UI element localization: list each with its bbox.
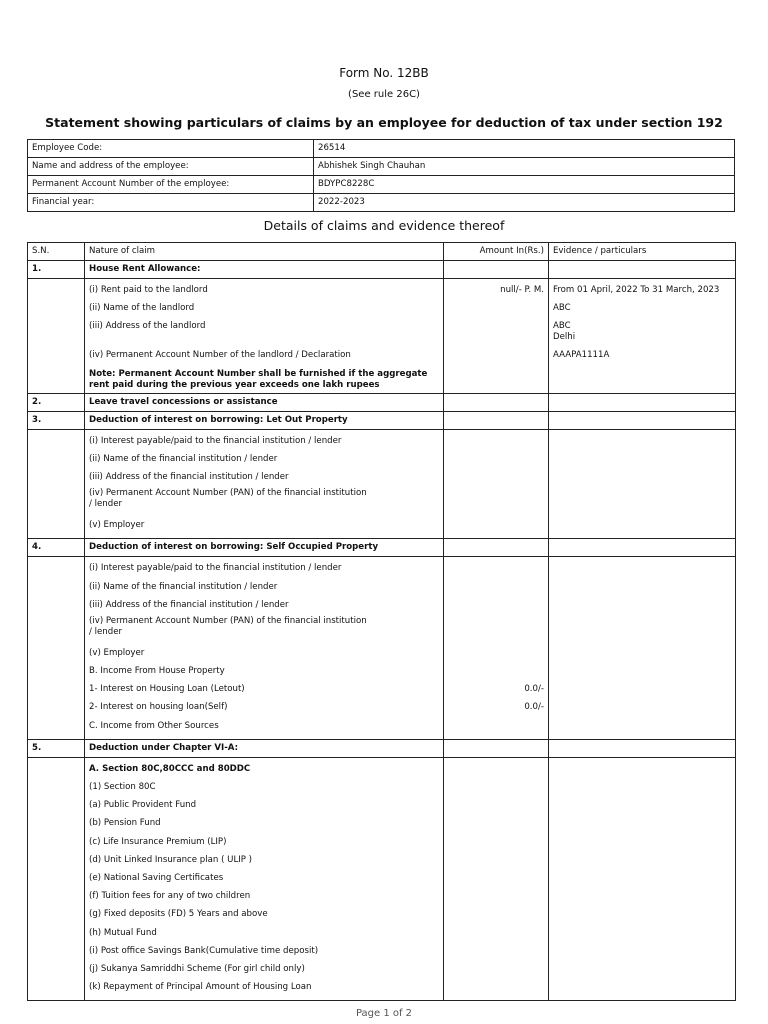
employee-pan-label: Permanent Account Number of the employee:	[28, 176, 314, 194]
section-4-amounts	[444, 557, 549, 740]
section-5-row	[28, 739, 736, 757]
list-item: 2- Interest on housing loan(Self)	[89, 702, 228, 713]
section-5-items	[85, 757, 444, 1000]
list-item: (v) Employer	[89, 520, 145, 531]
empty-line	[448, 616, 544, 646]
empty-cell	[28, 757, 85, 1000]
landlord-address: ABC Delhi	[553, 321, 576, 343]
list-item: (d) Unit Linked Insurance plan ( ULIP )	[89, 854, 253, 865]
form-title: Form No. 12BB	[339, 66, 429, 80]
list-item: (h) Mutual Fund	[89, 927, 157, 938]
empty-line	[448, 580, 544, 598]
section-4-row	[28, 539, 736, 557]
employee-code-value: 26514	[314, 140, 735, 158]
list-item: (iv) Permanent Account Number (PAN) of the financial institution / lender	[89, 615, 367, 637]
landlord-pan: AAAPA1111A	[553, 350, 610, 361]
section-3-row	[28, 411, 736, 429]
claims-header-row	[28, 243, 736, 261]
list-item: (i) Rent paid to the landlord	[89, 285, 208, 295]
empty-cell	[444, 393, 549, 411]
section-1-details	[28, 279, 736, 394]
list-item: C. Income from Other Sources	[89, 720, 219, 731]
empty-cell	[444, 539, 549, 557]
list-item: (iii) Address of the financial institution / lender	[89, 599, 289, 610]
empty-cell	[28, 429, 85, 539]
list-item: (1) Section 80C	[89, 782, 156, 792]
list-item: B. Income From House Property	[89, 666, 225, 677]
col-header-amount: Amount In(Rs.)	[444, 243, 549, 261]
section-1-evidence-cell	[549, 261, 736, 279]
list-item: (c) Life Insurance Premium (LIP)	[89, 836, 227, 847]
section-2-number: 2.	[28, 393, 85, 411]
list-item: (b) Pension Fund	[89, 818, 161, 829]
section-1-amounts	[444, 279, 549, 394]
section-1-items	[85, 279, 444, 394]
employee-code-row	[28, 140, 735, 158]
rent-amount: null/- P. M.	[500, 285, 544, 295]
list-item: (ii) Name of the financial institution / lender	[89, 581, 278, 592]
claims-table	[27, 242, 736, 1001]
empty-cell	[549, 757, 736, 1000]
page-number: Page 1 of 2	[355, 1008, 413, 1019]
empty-cell	[444, 739, 549, 757]
list-item: (ii) Name of the landlord	[89, 303, 195, 314]
list-item: (e) National Saving Certificates	[89, 872, 224, 883]
section-4-number: 4.	[28, 539, 85, 557]
list-item: (v) Employer	[89, 647, 145, 658]
empty-cell	[28, 557, 85, 740]
financial-year-row	[28, 194, 735, 212]
section-3-items	[85, 429, 444, 539]
employee-name-row	[28, 158, 735, 176]
empty-cell	[444, 757, 549, 1000]
list-item: (ii) Name of the financial institution / lender	[89, 453, 278, 464]
section-5-details	[28, 757, 736, 1000]
self-interest-amount: 0.0/-	[524, 702, 544, 713]
list-item: (iii) Address of the landlord	[89, 321, 206, 332]
list-item: (i) Interest payable/paid to the financial institution / lender	[89, 563, 342, 574]
financial-year-label: Financial year:	[28, 194, 314, 212]
list-item: (iv) Permanent Account Number of the landlord / Declaration	[89, 350, 351, 361]
employee-pan-value: BDYPC8228C	[314, 176, 735, 194]
pan-note: Note: Permanent Account Number shall be furnished if the aggregate rent paid during the previous year exceeds one lakh rupees	[89, 368, 428, 390]
empty-cell	[549, 539, 736, 557]
empty-cell	[28, 279, 85, 394]
employee-name-label: Name and address of the employee:	[28, 158, 314, 176]
section-80c-subheading: A. Section 80C,80CCC and 80DDC	[89, 763, 251, 774]
letout-interest-amount: 0.0/-	[524, 684, 544, 695]
list-item: (i) Interest payable/paid to the financial institution / lender	[89, 435, 342, 446]
empty-cell	[549, 739, 736, 757]
empty-line	[448, 561, 544, 579]
empty-line	[448, 646, 544, 664]
section-2-title: Leave travel concessions or assistance	[85, 393, 444, 411]
list-item: (g) Fixed deposits (FD) 5 Years and above	[89, 909, 268, 920]
section-4-details	[28, 557, 736, 740]
section-1-row	[28, 261, 736, 279]
empty-cell	[549, 557, 736, 740]
employee-code-label: Employee Code:	[28, 140, 314, 158]
empty-line	[448, 664, 544, 682]
employee-pan-row	[28, 176, 735, 194]
col-header-sn: S.N.	[28, 243, 85, 261]
section-5-number: 5.	[28, 739, 85, 757]
list-item: (iv) Permanent Account Number (PAN) of the financial institution / lender	[89, 488, 367, 510]
empty-cell	[549, 393, 736, 411]
empty-cell	[444, 429, 549, 539]
list-item: (i) Post office Savings Bank(Cumulative time deposit)	[89, 945, 319, 956]
list-item: (j) Sukanya Samriddhi Scheme (For girl child only)	[89, 963, 305, 974]
landlord-name: ABC	[553, 303, 571, 314]
col-header-nature: Nature of claim	[85, 243, 444, 261]
section-4-items	[85, 557, 444, 740]
section-5-title: Deduction under Chapter VI-A:	[85, 739, 444, 757]
empty-line	[448, 598, 544, 616]
employee-details-table	[27, 139, 735, 212]
section-4-title: Deduction of interest on borrowing: Self Occupied Property	[85, 539, 444, 557]
section-3-title: Deduction of interest on borrowing: Let Out Property	[85, 411, 444, 429]
section-3-number: 3.	[28, 411, 85, 429]
section-2-row	[28, 393, 736, 411]
section-1-number: 1.	[28, 261, 85, 279]
empty-cell	[549, 429, 736, 539]
section-1-evidence	[549, 279, 736, 394]
list-item: (f) Tuition fees for any of two children	[89, 891, 251, 902]
financial-year-value: 2022-2023	[314, 194, 735, 212]
statement-heading: Statement showing particulars of claims by an employee for deduction of tax under section 192	[45, 115, 723, 130]
employee-name-value: Abhishek Singh Chauhan	[314, 158, 735, 176]
list-item: 1- Interest on Housing Loan (Letout)	[89, 684, 245, 695]
section-1-title: House Rent Allowance:	[85, 261, 444, 279]
list-item: (a) Public Provident Fund	[89, 800, 197, 811]
empty-cell	[444, 411, 549, 429]
rule-reference: (See rule 26C)	[348, 89, 420, 100]
list-item: (k) Repayment of Principal Amount of Housing Loan	[89, 982, 312, 993]
empty-cell	[549, 411, 736, 429]
rent-period: From 01 April, 2022 To 31 March, 2023	[553, 285, 720, 295]
col-header-evidence: Evidence / particulars	[549, 243, 736, 261]
section-1-amount-cell	[444, 261, 549, 279]
section-3-details	[28, 429, 736, 539]
list-item: (iii) Address of the financial institution / lender	[89, 471, 289, 482]
details-heading: Details of claims and evidence thereof	[263, 218, 505, 233]
